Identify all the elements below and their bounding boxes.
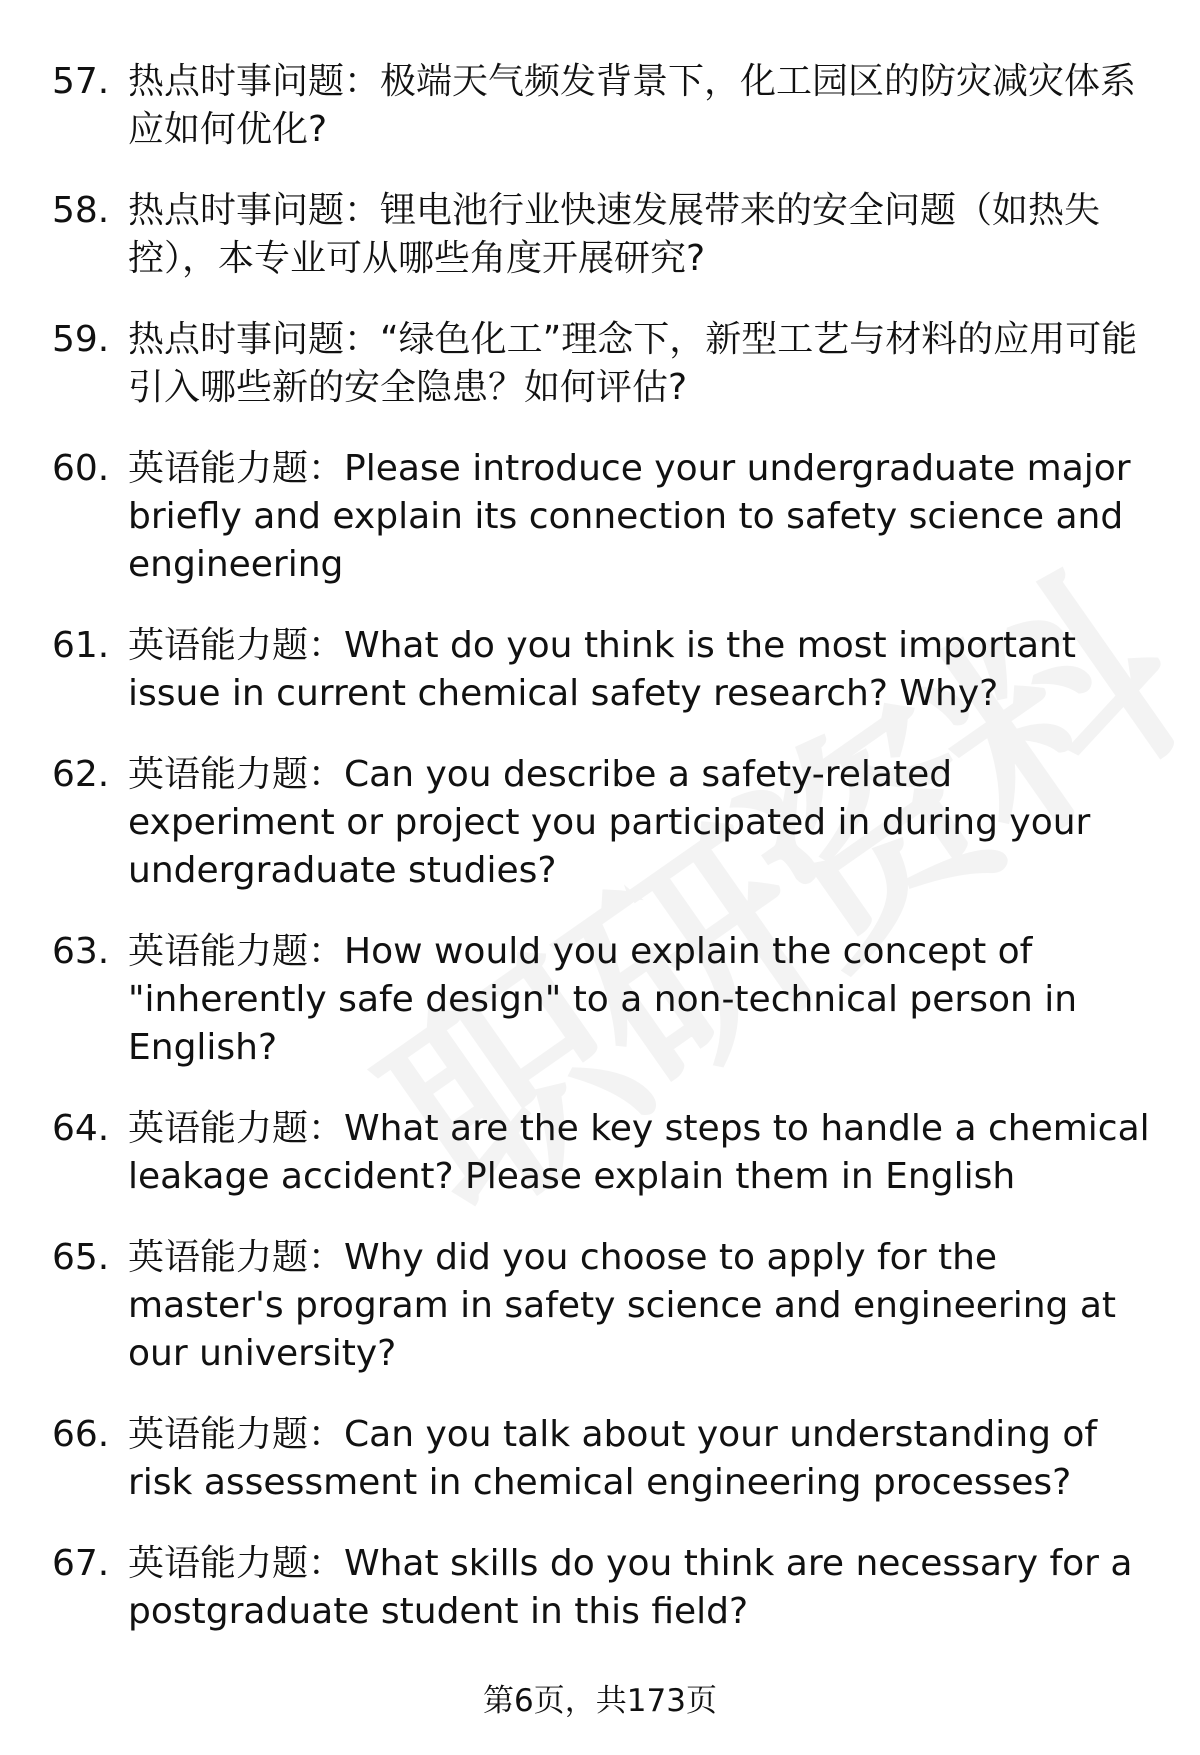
question-item <box>52 1540 1162 1636</box>
question-number: 61. <box>52 625 110 666</box>
question-text: 英语能力题：Please introduce your undergraduate major briefly and explain its connection to safety science and engineering <box>128 448 1131 585</box>
question-text: 英语能力题：What do you think is the most important issue in current chemical safety research? Why? <box>128 625 1076 714</box>
question-item <box>52 316 1162 412</box>
question-text: 热点时事问题：“绿色化工”理念下，新型工艺与材料的应用可能引入哪些新的安全隐患？如何评估? <box>128 319 1138 408</box>
question-number: 64. <box>52 1108 110 1149</box>
question-number: 67. <box>52 1543 110 1584</box>
question-item <box>52 445 1162 589</box>
question-item <box>52 58 1162 154</box>
question-item <box>52 928 1162 1072</box>
question-item <box>52 187 1162 283</box>
question-text: 英语能力题：What skills do you think are necessary for a postgraduate student in this field? <box>128 1543 1133 1632</box>
question-text: 热点时事问题：锂电池行业快速发展带来的安全问题（如热失控），本专业可从哪些角度开展研究? <box>128 190 1101 279</box>
question-text: 英语能力题：Can you talk about your understanding of risk assessment in chemical engineering processes? <box>128 1414 1098 1503</box>
question-item <box>52 622 1162 718</box>
question-item <box>52 1411 1162 1507</box>
question-number: 60. <box>52 448 110 489</box>
question-number: 63. <box>52 931 110 972</box>
question-item <box>52 751 1162 895</box>
question-number: 58. <box>52 190 110 231</box>
question-text: 热点时事问题：极端天气频发背景下，化工园区的防灾减灾体系应如何优化? <box>128 61 1137 150</box>
question-text: 英语能力题：How would you explain the concept of "inherently safe design" to a non-technical person in English? <box>128 931 1078 1068</box>
question-item <box>52 1234 1162 1378</box>
question-text: 英语能力题：Why did you choose to apply for the master's program in safety science and engineering at our university? <box>128 1237 1117 1374</box>
question-number: 62. <box>52 754 110 795</box>
question-text: 英语能力题：What are the key steps to handle a chemical leakage accident? Please explain them in English <box>128 1108 1150 1197</box>
question-number: 59. <box>52 319 110 360</box>
question-item <box>52 1105 1162 1201</box>
question-list <box>52 58 1162 1669</box>
question-number: 66. <box>52 1414 110 1455</box>
question-text: 英语能力题：Can you describe a safety-related experiment or project you participated in during your undergraduate studies? <box>128 754 1091 891</box>
question-number: 57. <box>52 61 110 102</box>
question-number: 65. <box>52 1237 110 1278</box>
page-footer: 第6页，共173页 <box>483 1683 717 1719</box>
